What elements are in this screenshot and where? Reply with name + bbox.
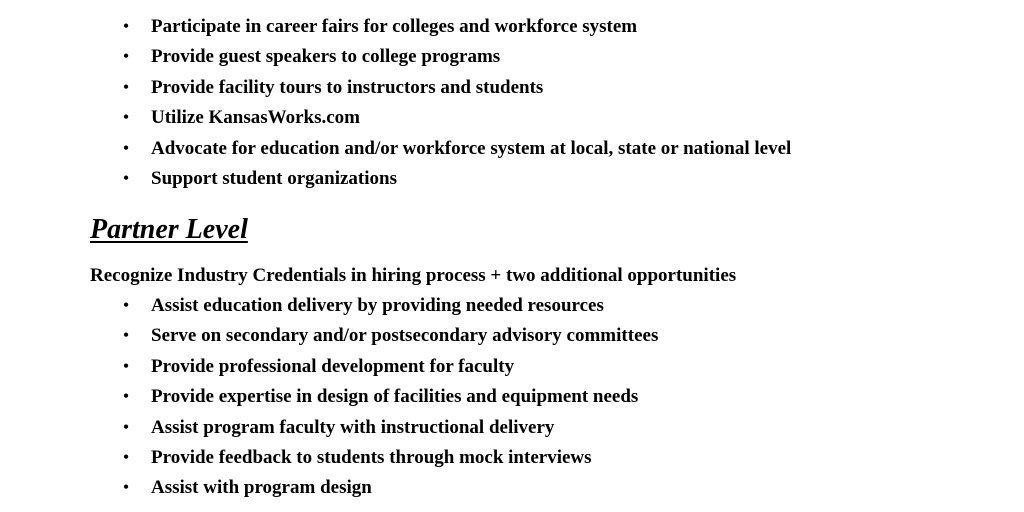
list-item (120, 134, 791, 164)
list-item (120, 321, 658, 351)
list-item-text: Assist with program design (151, 477, 372, 499)
list-item-text: Provide feedback to students through mock interviews (151, 446, 592, 468)
list-item-text: Assist education delivery by providing needed resources (151, 295, 604, 316)
list-item-text: Provide facility tours to instructors and students (151, 76, 544, 98)
bullet-icon: • (123, 109, 129, 127)
list-item-text: Provide expertise in design of facilities and equipment needs (151, 386, 639, 408)
bullet-icon: • (123, 418, 129, 436)
list-item (120, 413, 658, 443)
bullet-icon: • (123, 78, 129, 96)
opportunities-list (120, 12, 791, 194)
list-item-text: Assist program faculty with instructional delivery (151, 416, 555, 438)
list-item (120, 164, 791, 194)
list-item-text: Provide guest speakers to college programs (151, 46, 501, 68)
list-item-text: Advocate for education and/or workforce system at local, state or national level (151, 137, 792, 159)
list-item-text: Participate in career fairs for colleges and workforce system (151, 16, 638, 37)
list-item (120, 352, 658, 382)
list-item (120, 473, 658, 503)
bullet-icon: • (123, 448, 129, 466)
list-item (120, 73, 791, 103)
list-item-text: Support student organizations (151, 167, 397, 189)
bullet-icon: • (123, 357, 129, 375)
bullet-icon: • (123, 479, 129, 497)
list-item-text: Serve on secondary and/or postsecondary advisory committees (151, 325, 659, 347)
list-item (120, 42, 791, 72)
bullet-icon: • (123, 327, 129, 345)
list-item (120, 443, 658, 473)
list-item (120, 12, 791, 42)
bullet-icon: • (123, 297, 129, 314)
bullet-icon: • (123, 388, 129, 406)
bullet-icon: • (123, 169, 129, 187)
list-item-text: Provide professional development for faculty (151, 355, 515, 377)
list-item (120, 382, 658, 412)
bullet-icon: • (123, 139, 129, 157)
section-heading: Partner Level (90, 214, 248, 245)
bullet-icon: • (123, 48, 129, 66)
list-item-text: Utilize KansasWorks.com (151, 107, 360, 129)
list-item (120, 291, 658, 321)
partner-opportunities-list (120, 291, 658, 504)
section-intro: Recognize Industry Credentials in hiring process + two additional opportunities (90, 265, 737, 286)
bullet-icon: • (123, 18, 129, 35)
list-item (120, 103, 791, 133)
